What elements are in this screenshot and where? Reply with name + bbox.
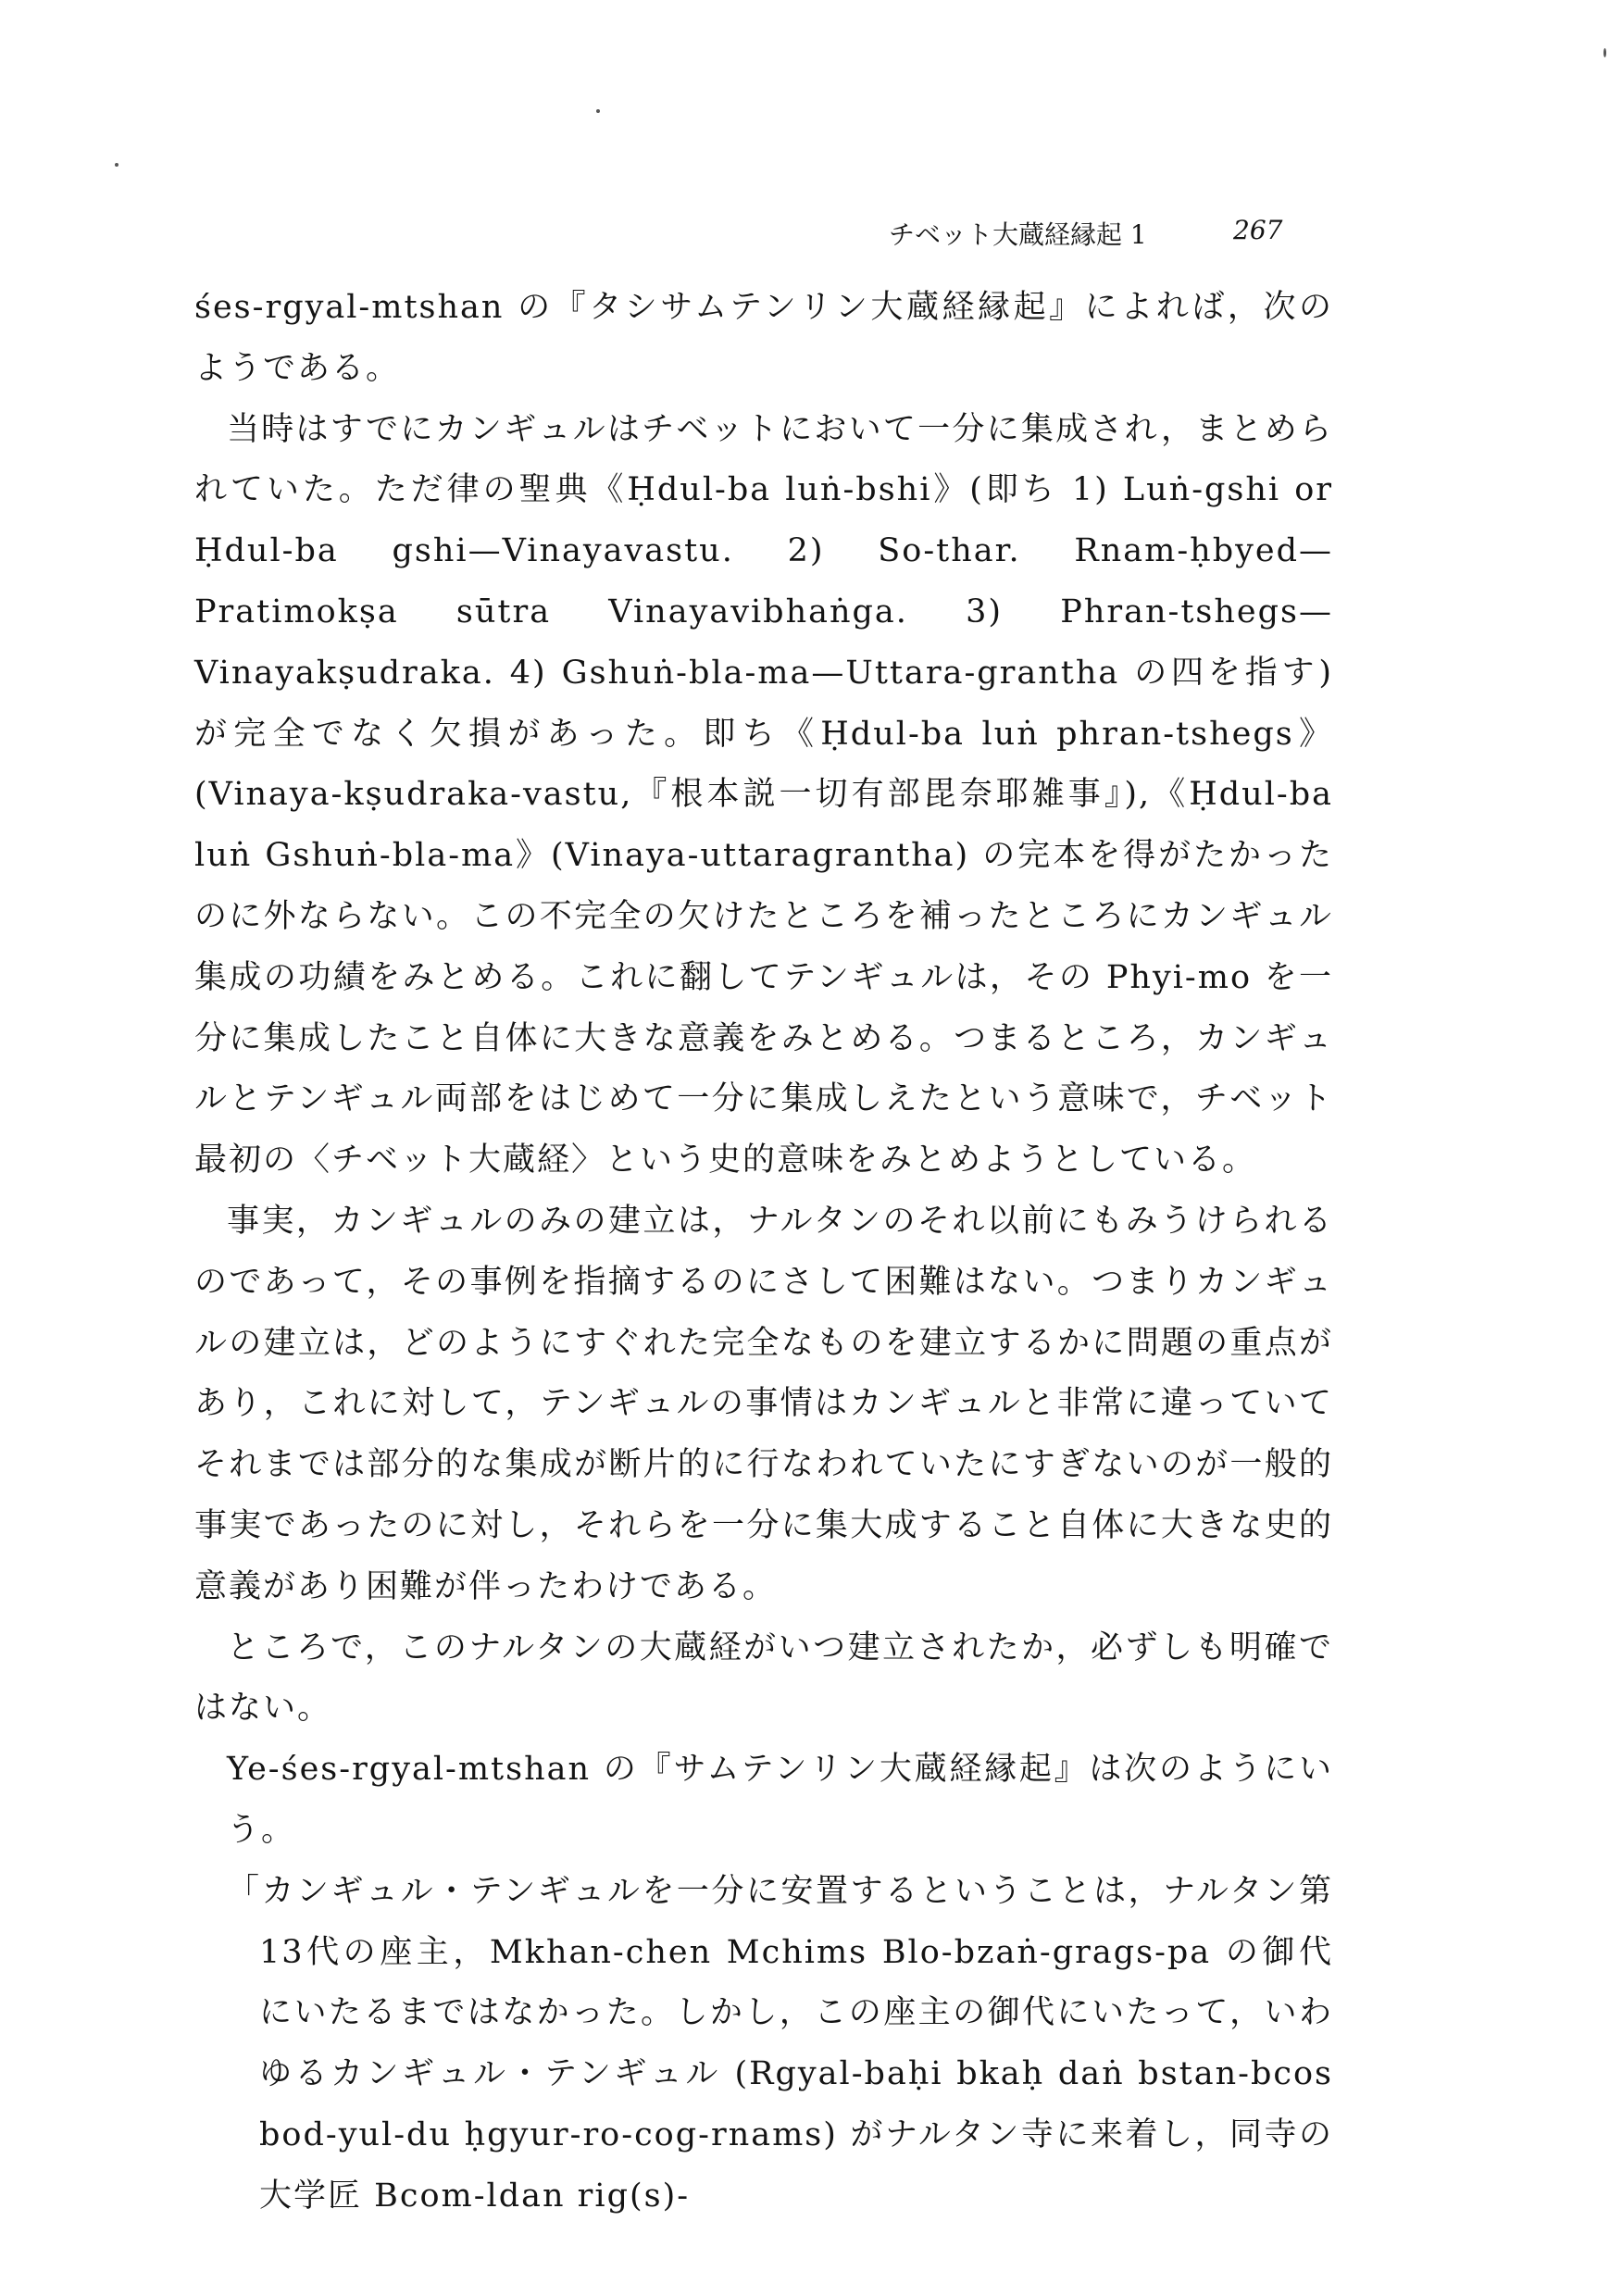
scan-speck	[1603, 48, 1606, 57]
running-title: チベット大蔵経縁起 1	[889, 219, 1147, 250]
paragraph: 事実，カンギュルのみの建立は，ナルタンのそれ以前にもみうけられるのであって，その事例を指摘するのにさして困難はない。つまりカンギュルの建立は，どのようにすぐれた完全なものを建立するかに問題の重点があり，これに対して，テンギュルの事情はカンギュルと非常に違っていてそれまでは部分的な集成が断片的に行なわれていたにすぎないのが一般的事実であったのに対し，それらを一分に集大成すること自体に大きな史的意義があり困難が伴ったわけである。	[194, 1202, 1333, 1605]
page-number: 267	[1233, 215, 1283, 245]
paragraph: śes-rgyal-mtshan の『タシサムテンリン大蔵経縁起』によれば，次のようである。	[194, 289, 1333, 387]
scan-speck	[596, 109, 600, 113]
paragraph: 当時はすでにカンギュルはチベットにおいて一分に集成され，まとめられていた。ただ律の聖典《Ḥdul-ba luṅ-bshi》(即ち 1) Luṅ-gshi or Ḥdul-ba gshi—Vinayavastu. 2) So-thar. Rnam-ḥbyed—Pratimokṣa sūtra Vinayavibhaṅga. 3) Phran-tshegs—Vinayakṣudraka. 4) Gshuṅ-bla-ma—Uttara-grantha の四を指す) が完全でなく欠損があった。即ち《Ḥdul-ba luṅ phran-tshegs》(Vinaya-kṣudraka-vastu,『根本説一切有部毘奈耶雑事』),《Ḥdul-ba luṅ Gshuṅ-bla-ma》(Vinaya-uttaragrantha) の完本を得がたかったのに外ならない。この不完全の欠けたところを補ったところにカンギュル集成の功績をみとめる。これに翻してテンギュルは，その Phyi-mo を一分に集成したこと自体に大きな意義をみとめる。つまるところ，カンギュルとテンギュル両部をはじめて一分に集成しえたという意味で，チベット最初の〈チベット大蔵経〉という史的意味をみとめようとしている。	[194, 410, 1333, 1179]
scan-speck	[115, 163, 119, 167]
paragraph: ところで，このナルタンの大蔵経がいつ建立されたか，必ずしも明確ではない。	[194, 1628, 1333, 1728]
quote-paragraph: 「カンギュル・テンギュルを一分に安置するということは，ナルタン第13代の座主，Mkhan-chen Mchims Blo-bzaṅ-grags-pa の御代にいたるまではなかった。しかし，この座主の御代にいたって，いわゆるカンギュル・テンギュル (Rgyal-baḥi bkaḥ daṅ bstan-bcos bod-yul-du ḥgyur-ro-cog-rnams) がナルタン寺に来着し，同寺の大学匠 Bcom-ldan rig(s)-	[227, 1872, 1333, 2215]
block-quote	[194, 1862, 1333, 2227]
main-text	[194, 278, 1333, 2227]
running-header	[889, 215, 1296, 252]
paragraph: Ye-śes-rgyal-mtshan の『サムテンリン大蔵経縁起』は次のようにいう。	[227, 1751, 1333, 1849]
